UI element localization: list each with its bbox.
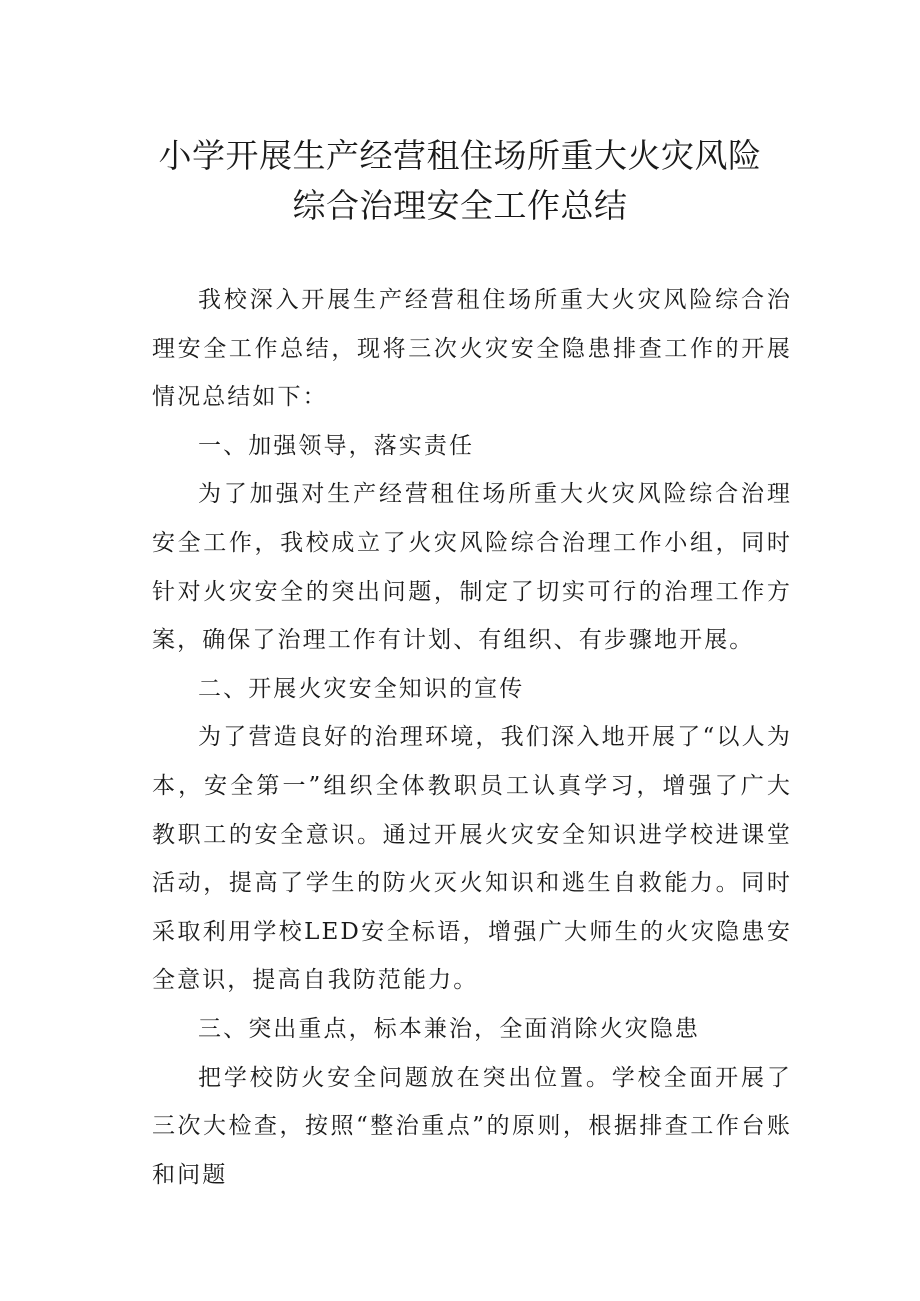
section-heading-2: 二、开展火灾安全知识的宣传 xyxy=(198,675,525,702)
section-heading-1: 一、加强领导，落实责任 xyxy=(198,432,475,459)
section-heading-3: 三、突出重点，标本兼治，全面消除火灾隐患 xyxy=(198,1015,700,1042)
section-2-paragraph: 为了营造良好的治理环境，我们深入地开展了“以人为本，安全第一”组织全体教职员工认真学习，增强了广大教职工的安全意识。通过开展火灾安全知识进学校进课堂活动，提高了学生的防火灭火知识和逃生自救能力。同时采取利用学校LED安全标语，增强广大师生的火灾隐患安全意识，提高自我防范能力。 xyxy=(152,724,792,994)
section-3-paragraph: 把学校防火安全问题放在突出位置。学校全面开展了三次大检查，按照“整治重点”的原则，根据排查工作台账和问题 xyxy=(152,1064,792,1188)
document-title-line-2: 综合治理安全工作总结 xyxy=(292,186,628,225)
document-title-line-1: 小学开展生产经营租住场所重大火灾风险 xyxy=(158,136,762,175)
document-body xyxy=(152,276,792,1199)
section-1-paragraph: 为了加强对生产经营租住场所重大火灾风险综合治理安全工作，我校成立了火灾风险综合治理工作小组，同时针对火灾安全的突出问题，制定了切实可行的治理工作方案，确保了治理工作有计划、有组织、有步骤地开展。 xyxy=(152,481,792,654)
intro-paragraph: 我校深入开展生产经营租住场所重大火灾风险综合治理安全工作总结，现将三次火灾安全隐患排查工作的开展情况总结如下： xyxy=(152,287,792,411)
